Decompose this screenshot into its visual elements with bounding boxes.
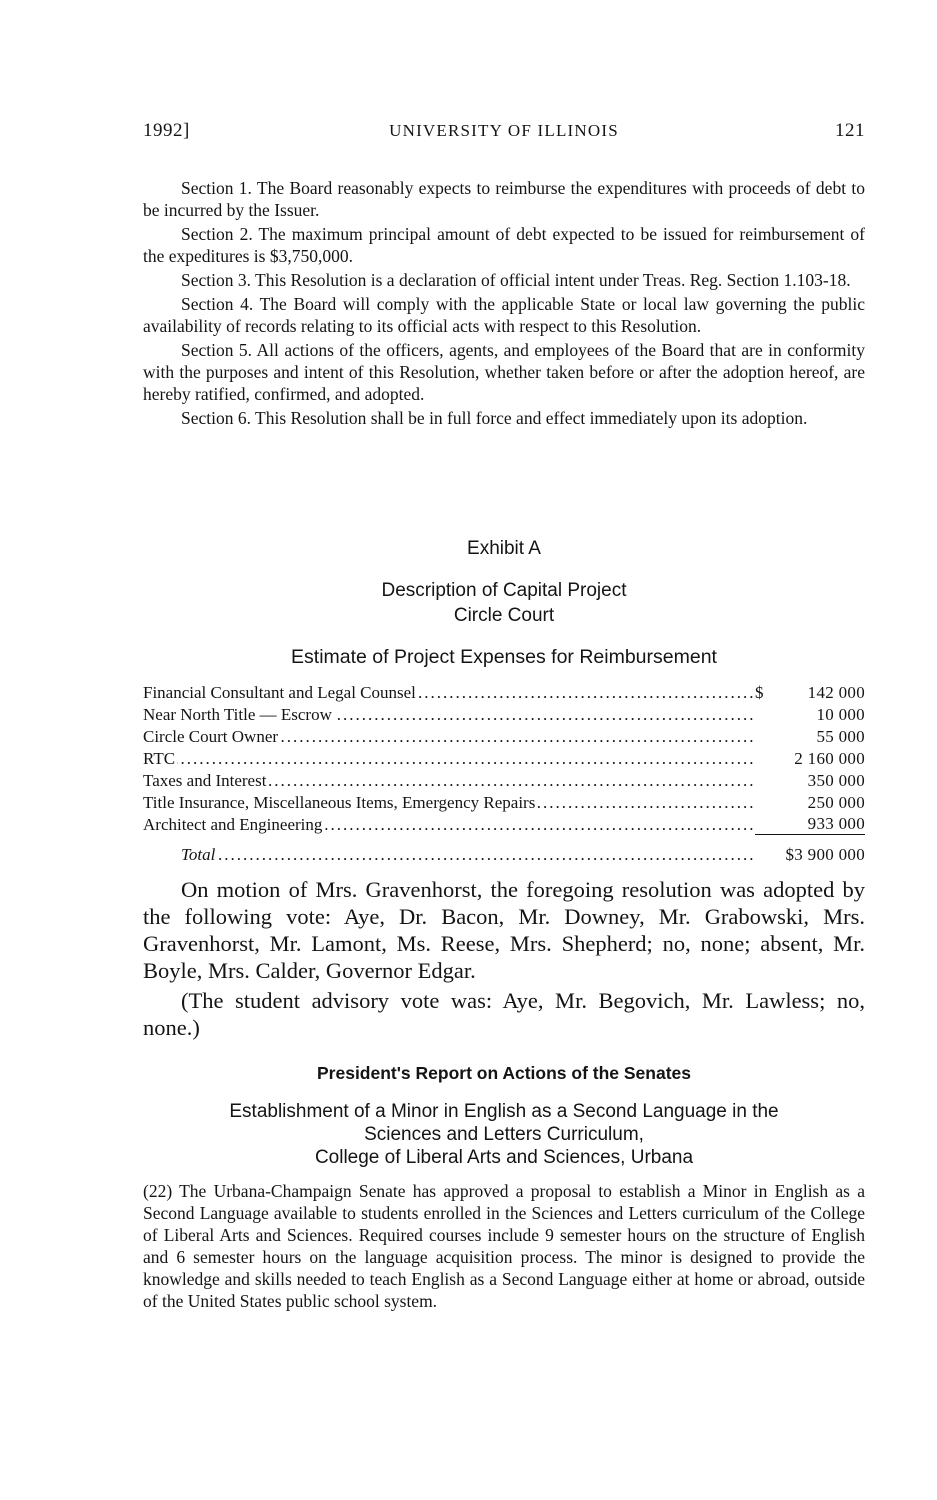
expense-row bbox=[143, 792, 865, 814]
expense-total-amount: $3 900 000 bbox=[785, 845, 865, 864]
expense-amount: 2 160 000 bbox=[794, 749, 865, 768]
expense-total-row bbox=[143, 844, 865, 866]
expense-amount: 10 000 bbox=[816, 705, 865, 724]
minor-heading-line: College of Liberal Arts and Sciences, Urbana bbox=[314, 1147, 694, 1168]
section-5: Section 5. All actions of the officers, agents, and employees of the Board that are in conformity with the purposes and intent of this Resolution, whether taken before or after the adoption hereof, are hereby ratified, confirmed, and adopted. bbox=[143, 340, 865, 404]
expense-label: Circle Court Owner bbox=[143, 727, 279, 746]
senate-paragraph: (22) The Urbana-Champaign Senate has approved a proposal to establish a Minor in English as a Second Language available to students enrolled in the Sciences and Letters curriculum of the College of Liberal Arts and Sciences. Required courses include 9 semester hours on the structure of English and 6 semester hours on the language acquisition process. The minor is designed to provide the knowledge and skills needed to teach English as a Second Language either at home or abroad, outside of the United States public school system. bbox=[143, 1181, 865, 1311]
expense-label: Architect and Engineering bbox=[143, 815, 323, 834]
section-4: Section 4. The Board will comply with the applicable State or local law governing the public availability of records relating to its official acts with respect to this Resolution. bbox=[143, 294, 865, 336]
expense-row bbox=[143, 814, 865, 836]
resolution-sections bbox=[143, 177, 865, 431]
expense-label: Financial Consultant and Legal Counsel bbox=[143, 683, 416, 702]
report-heading: President's Report on Actions of the Senates bbox=[317, 1063, 691, 1083]
expense-amount: 350 000 bbox=[807, 771, 865, 790]
running-head-year: 1992] bbox=[143, 120, 190, 141]
expense-currency: $ bbox=[755, 683, 764, 702]
expense-row bbox=[143, 748, 865, 770]
expense-amount: 250 000 bbox=[807, 793, 865, 812]
expense-total-label: Total bbox=[143, 845, 217, 864]
student-vote-paragraph: (The student advisory vote was: Aye, Mr. Begovich, Mr. Lawless; no, none.) bbox=[143, 988, 865, 1040]
capital-project-name: Circle Court bbox=[453, 605, 555, 626]
expense-row bbox=[143, 682, 865, 704]
expense-label: RTC bbox=[143, 749, 176, 768]
capital-project-title bbox=[143, 578, 865, 628]
page-number: 121 bbox=[835, 120, 865, 141]
exhibit-title: Exhibit A bbox=[467, 538, 541, 559]
section-2: Section 2. The maximum principal amount of debt expected to be issued for reimbursement of the expeditures is $3,750,000. bbox=[143, 224, 865, 266]
minor-heading-line: Sciences and Letters Curriculum, bbox=[364, 1124, 644, 1145]
capital-project-line: Description of Capital Project bbox=[381, 580, 627, 601]
expense-row bbox=[143, 726, 865, 748]
section-6: Section 6. This Resolution shall be in full force and effect immediately upon its adoption. bbox=[181, 408, 808, 428]
expense-amount: 933 000 bbox=[755, 814, 865, 835]
running-head bbox=[143, 120, 865, 148]
estimate-title: Estimate of Project Expenses for Reimbursement bbox=[291, 646, 717, 668]
expense-label: Taxes and Interest bbox=[143, 771, 267, 790]
expense-label: Near North Title — Escrow bbox=[143, 705, 332, 724]
expense-label: Title Insurance, Miscellaneous Items, Emergency Repairs bbox=[143, 793, 536, 812]
section-3: Section 3. This Resolution is a declaration of official intent under Treas. Reg. Section 1.103-18. bbox=[181, 270, 851, 290]
expense-row bbox=[143, 770, 865, 792]
expense-table bbox=[143, 682, 865, 866]
expense-amount: 142 000 bbox=[807, 683, 865, 702]
running-head-title: UNIVERSITY OF ILLINOIS bbox=[389, 121, 619, 140]
motion-paragraph: On motion of Mrs. Gravenhorst, the foregoing resolution was adopted by the following vote: Aye, Dr. Bacon, Mr. Downey, Mr. Grabowski, Mrs. Gravenhorst, Mr. Lamont, Ms. Reese, Mrs. Shepherd; no, none; absent, Mr. Boyle, Mrs. Calder, Governor Edgar. bbox=[143, 877, 865, 983]
motion-text bbox=[143, 876, 865, 1044]
minor-heading-line: Establishment of a Minor in English as a Second Language in the bbox=[229, 1101, 779, 1122]
minor-heading bbox=[143, 1100, 865, 1169]
expense-row bbox=[143, 704, 865, 726]
section-1: Section 1. The Board reasonably expects to reimburse the expenditures with proceeds of debt to be incurred by the Issuer. bbox=[143, 178, 865, 220]
expense-amount: 55 000 bbox=[816, 727, 865, 746]
